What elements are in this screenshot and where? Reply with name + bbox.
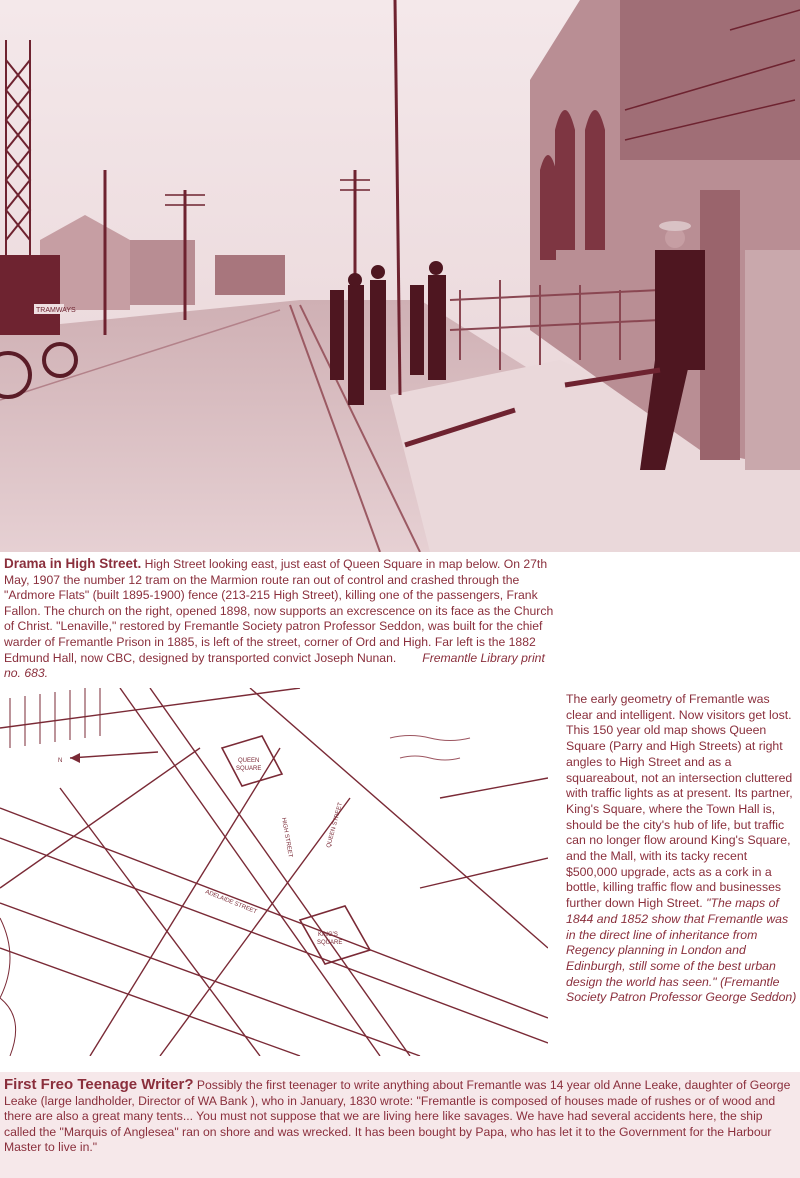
teenage-writer-panel — [0, 1072, 800, 1178]
tramways-sign-text: TRAMWAYS — [36, 307, 76, 314]
photo-caption — [4, 556, 560, 682]
map-label-queen: QUEEN — [238, 758, 260, 764]
map-label-kings-square: SQUARE — [317, 940, 343, 946]
north-arrow-icon — [70, 752, 158, 758]
caption-body: High Street looking east, just east of Queen Square in map below. On 27th May, 1907 the number 12 tram on the Marmion route ran out of control and crashed through the "Ardmore Flats" (built 1895-1900) fence (213-215 High Street), killing one of the passengers, Frank Fallon. The church on the right, opened 1898, now supports an excrescence on its face as the Church of Christ. "Lenaville," restored by Fremantle Society patron Professor Seddon, was built for the chief warder of Fremantle Prison in 1885, is left of the street, corner of Ord and High. Far left is the 1882 Edmund Hall, now CBC, designed by transported convict Joseph Nunan. — [4, 557, 554, 665]
map-label-high-street: HIGH STREET — [280, 817, 293, 859]
map-label-adelaide-street: ADELAIDE STREET — [204, 889, 258, 916]
teenage-writer-paragraph — [0, 1072, 800, 1156]
map-commentary — [566, 692, 798, 1006]
map-commentary-body: The early geometry of Fremantle was clear and intelligent. Now visitors get lost. This 150 year old map shows Queen Square (Parry and High Streets) at right angles to High Street and as a squareabout, not an intersection cluttered with traffic lights as at present. Its partner, King's Square, where the Town Hall is, should be the city's hub of life, but traffic can no longer flow around King's Square, and the Mall, with its tacky recent $500,000 upgrade, acts as a cork in a bottle, killing traffic flow and businesses further down High Street. — [566, 692, 793, 911]
teenage-writer-body: Possibly the first teenager to write anything about Fremantle was 14 year old Anne Leake, daughter of George Leake (large landholder, Director of WA Bank ), who in January, 1830 wrote: "Fremantle is composed of houses made of rushes or of wood and there are also a great many tents... You must not suppose that we are living here like savages. We have had several accidents here, the ship called the "Marquis of Anglesea" ran on shore and was wrecked. It has been bought by Papa, who has let it to the Government for the Harbour Master to live in." — [4, 1078, 791, 1154]
seddon-quote: "The maps of 1844 and 1852 show that Fremantle was in the direct line of inheritance from Regency planning in London and Edinburgh, still some of the best urban design the world has seen." (Fremantle Society Patron Professor George Seddon) — [566, 896, 797, 1005]
photo-illustration — [0, 0, 800, 552]
map-illustration — [0, 688, 548, 1056]
teenage-writer-heading: First Freo Teenage Writer? — [4, 1076, 194, 1093]
historic-map-fremantle — [0, 688, 548, 1056]
caption-heading: Drama in High Street. — [4, 556, 142, 571]
caption-credit: Fremantle Library print no. 683. — [4, 650, 545, 681]
historic-photo-high-street — [0, 0, 800, 552]
map-label-kings: KING'S — [318, 932, 338, 938]
map-label-queen-street: QUEEN STREET — [326, 801, 345, 849]
map-label-north: N — [58, 758, 63, 764]
map-label-queen-square: SQUARE — [236, 766, 262, 772]
